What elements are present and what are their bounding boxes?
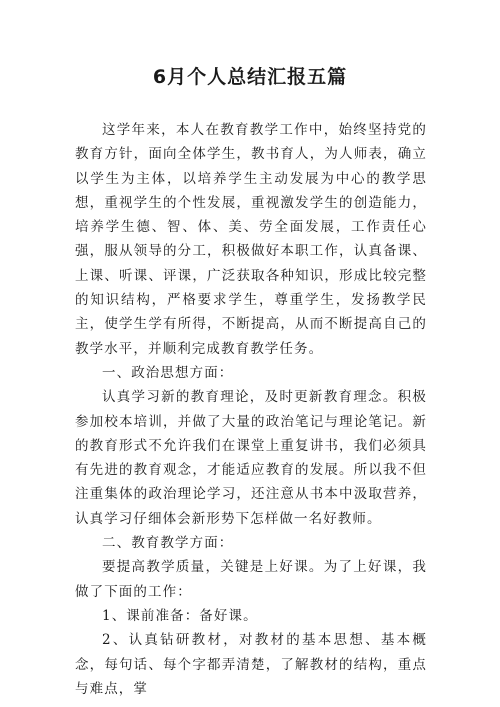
section-heading-politics: 一、政治思想方面： [102, 364, 234, 381]
document-title: 6月个人总结汇报五篇 [152, 66, 348, 88]
politics-paragraph: 认真学习新的教育理论，及时更新教育理念。积极参加校本培训，并做了大量的政治笔记与理论笔记。新的教育形式不允许我们在课堂上重复讲书，我们必须具有先进的教育观念，才能适应教育的发展。所以我不但注重集体的政治理论学习，还注意从书本中汲取营养，认真学习仔细体会新形势下怎样做一名好教师。 [75, 389, 427, 527]
teaching-paragraph: 要提高教学质量，关键是上好课。为了上好课，我做了下面的工作： [75, 559, 427, 600]
intro-paragraph: 这学年来，本人在教育教学工作中，始终坚持党的教育方针，面向全体学生，教书育人，为人师表，确立以学生为主体，以培养学生主动发展为中心的教学思想，重视学生的个性发展，重视激发学生的创造能力，培养学生德、智、体、美、劳全面发展，工作责任心强，服从领导的分工，积极做好本职工作，认真备课、上课、听课、评课，广泛获取各种知识，形成比较完整的知识结构，严格要求学生，尊重学生，发扬教学民主，使学生学有所得，不断提高，从而不断提高自己的教学水平，并顺利完成教育教学任务。 [75, 122, 427, 357]
section-heading-teaching: 二、教育教学方面： [102, 535, 234, 552]
textbook-study-paragraph: 2、认真钻研教材，对教材的基本思想、基本概念，每句话、每个字都弄清楚，了解教材的结构，重点与难点，掌 [75, 632, 427, 697]
sub-heading-preparation: 1、课前准备：备好课。 [102, 607, 258, 624]
document-body [75, 118, 427, 701]
